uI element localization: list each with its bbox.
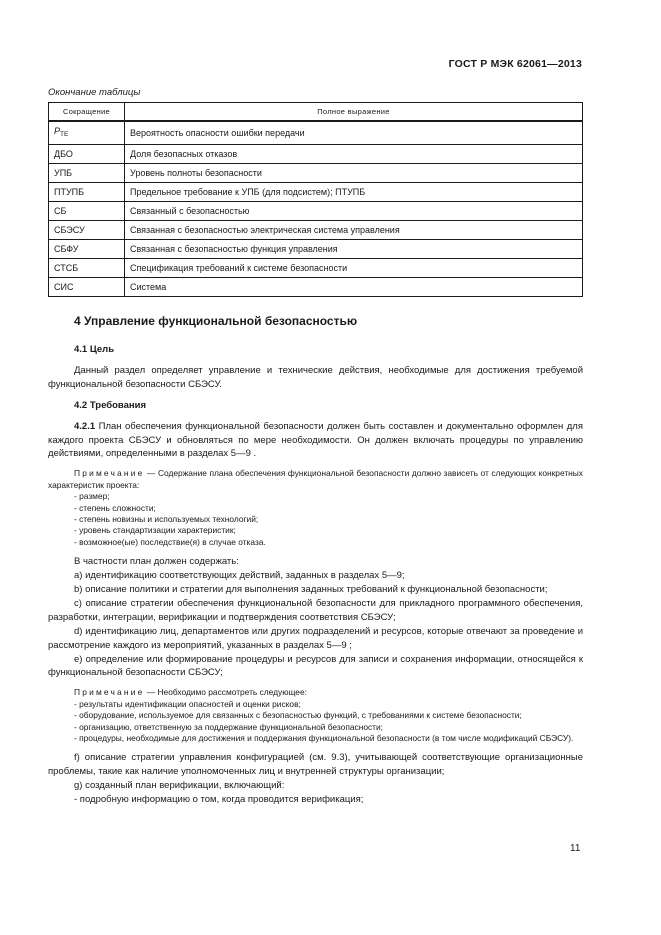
note-2-text — [48, 687, 583, 698]
table-cell-full: Предельное требование к УПБ (для подсистем); ПТУПБ — [125, 183, 583, 202]
note-2-item: - процедуры, необходимые для достижения и поддержания функциональной безопасности (в том числе модификаций СБЭСУ). — [74, 732, 574, 743]
column-header-short: Сокращение — [49, 103, 125, 122]
section-4-1-text: Данный раздел определяет управление и технические действия, необходимые для достижения требуемой функциональной безопасности СБЭСУ. — [48, 364, 583, 390]
column-header-full: Полное выражение — [125, 103, 583, 122]
table-row — [49, 183, 583, 202]
table-row — [49, 259, 583, 278]
table-cell-short: ПТУПБ — [49, 183, 125, 202]
plan-item-g-sub: - подробную информацию о том, когда проводится верификация; — [74, 794, 364, 806]
note-1-item: - степень сложности; — [74, 502, 156, 513]
pte-subscript: TE — [60, 131, 69, 138]
note-2-item: - результаты идентификации опасностей и оценки рисков; — [74, 698, 301, 709]
note-1-label: Примечание — [74, 468, 145, 479]
note-2-item: - организацию, ответственную за поддержание функциональной безопасности; — [74, 721, 384, 732]
clause-4-2-1-number: 4.2.1 — [74, 420, 96, 432]
table-row — [49, 202, 583, 221]
table-cell-short: СТСБ — [49, 259, 125, 278]
table-row — [49, 145, 583, 164]
table-cell-full: Уровень полноты безопасности — [125, 164, 583, 183]
table-row — [49, 221, 583, 240]
section-4-1-heading: 4.1 Цель — [74, 344, 115, 355]
note-1-item: - уровень стандартизации характеристик; — [74, 525, 236, 536]
table-cell-short: СБ — [49, 202, 125, 221]
note-2-body: — Необходимо рассмотреть следующее: — [144, 687, 307, 698]
note-1-item: - возможное(ые) последствие(я) в случае отказа. — [74, 536, 266, 547]
clause-4-2-1 — [48, 420, 583, 462]
note-2 — [48, 687, 583, 744]
page-number: 11 — [570, 843, 581, 854]
note-1-item: - степень новизны и используемых технологий; — [74, 513, 259, 524]
plan-item-b: b) описание политики и стратегии для выполнения заданных требований к функциональной безопасности; — [74, 584, 548, 595]
table-cell-short: УПБ — [49, 164, 125, 183]
note-2-label: Примечание — [74, 687, 145, 698]
note-1-body: — Содержание плана обеспечения функциональной безопасности должно зависеть от следующих конкретных характеристик проекта: — [48, 468, 583, 490]
plan-item-d: d) идентификацию лиц, департаментов или других подразделений и ресурсов, которые отвечают за проведение и рассмотрение каждого из мероприятий, указанных в разделах 5—9 ; — [48, 625, 583, 651]
note-1-item: - размер; — [74, 491, 110, 502]
table-row — [49, 278, 583, 297]
table-cell-full: Вероятность опасности ошибки передачи — [125, 121, 583, 145]
table-cell-short: СБФУ — [49, 240, 125, 259]
table-cell-short: СИС — [49, 278, 125, 297]
document-header: ГОСТ Р МЭК 62061—2013 — [448, 58, 582, 70]
section-4-2-heading: 4.2 Требования — [74, 399, 147, 411]
table-cell-full: Система — [125, 278, 583, 297]
note-2-item: - оборудование, используемое для связанных с безопасностью функций, с требованиями к системе безопасности; — [74, 710, 522, 721]
plan-item-g: g) созданный план верификации, включающий: — [74, 780, 285, 792]
note-1-text — [48, 468, 583, 491]
pte-symbol: P — [54, 126, 61, 136]
table-cell-full: Связанная с безопасностью функция управления — [125, 240, 583, 259]
document-body — [48, 314, 583, 807]
section-4-heading: 4 Управление функциональной безопасностью — [74, 314, 358, 328]
note-1 — [48, 468, 583, 548]
table-cell-short: ДБО — [49, 145, 125, 164]
table-cell-short — [49, 121, 125, 145]
table-row — [49, 240, 583, 259]
table-caption: Окончание таблицы — [48, 87, 141, 98]
plan-item-e: e) определение или формирование процедуры и ресурсов для записи и сохранения информации, относящейся к функциональной безопасности СБЭСУ; — [48, 653, 583, 679]
plan-intro: В частности план должен содержать: — [74, 556, 239, 568]
table-cell-full: Связанная с безопасностью электрическая система управления — [125, 221, 583, 240]
table-row — [49, 121, 583, 145]
plan-item-a: a) идентификацию соответствующих действий, заданных в разделах 5—9; — [74, 570, 405, 582]
clause-4-2-1-text: План обеспечения функциональной безопасности должен быть составлен и документально оформлен для каждого проекта СБЭСУ и обновляться по мере необходимости. Он должен включать процедуры по управлению действиями, определенными в разделах 5—9 . — [48, 420, 583, 460]
table-cell-short: СБЭСУ — [49, 221, 125, 240]
plan-item-c: c) описание стратегии обеспечения функциональной безопасности для прикладного программного обеспечения, разработки, интеграции, верификации и подтверждения соответствия СБЭСУ; — [48, 597, 583, 623]
table-cell-full: Связанный с безопасностью — [125, 202, 583, 221]
abbreviations-table — [48, 102, 583, 297]
plan-item-f: f) описание стратегии управления конфигурацией (см. 9.3), учитывающей соответствующие организационные проблемы, такие как наличие уполномоченных лиц и внутренней структуры организации; — [48, 752, 583, 778]
table-header-row — [49, 103, 583, 122]
table-cell-full: Спецификация требований к системе безопасности — [125, 259, 583, 278]
table-row — [49, 164, 583, 183]
table-cell-full: Доля безопасных отказов — [125, 145, 583, 164]
